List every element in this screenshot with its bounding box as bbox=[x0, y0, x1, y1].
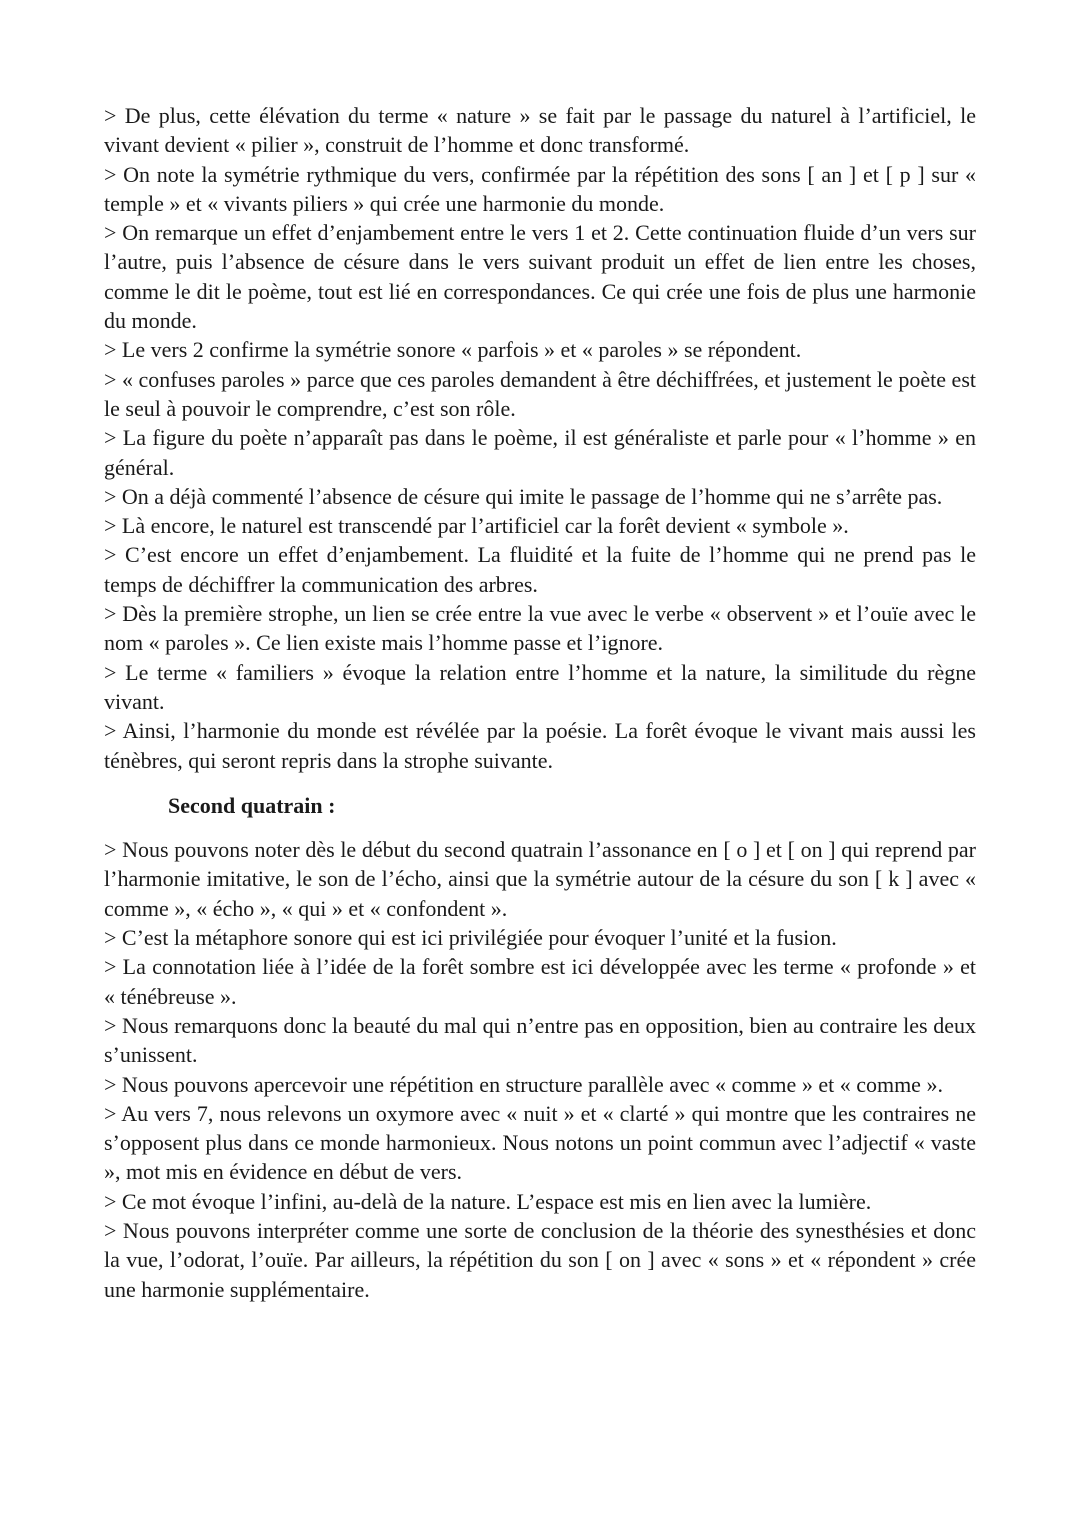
paragraph: > On remarque un effet d’enjambement entre le vers 1 et 2. Cette continuation fluide d’un vers sur l’autre, puis l’absence de césure dans le vers suivant produit un effet de lien entre les choses, comme le dit le poème, tout est lié en correspondances. Ce qui crée une fois de plus une harmonie du monde. bbox=[104, 220, 976, 334]
section-second-quatrain bbox=[104, 835, 976, 1304]
paragraph: > La figure du poète n’apparaît pas dans le poème, il est généraliste et parle pour « l’homme » en général. bbox=[104, 425, 976, 480]
paragraph: > De plus, cette élévation du terme « nature » se fait par le passage du naturel à l’artificiel, le vivant devient « pilier », construit de l’homme et donc transformé. bbox=[104, 103, 976, 158]
paragraph: > La connotation liée à l’idée de la forêt sombre est ici développée avec les terme « profonde » et « ténébreuse ». bbox=[104, 954, 976, 1009]
paragraph: > Au vers 7, nous relevons un oxymore avec « nuit » et « clarté » qui montre que les contraires ne s’opposent plus dans ce monde harmonieux. Nous notons un point commun avec l’adjectif « vaste », mot mis en évidence en début de vers. bbox=[104, 1100, 976, 1185]
paragraph: > « confuses paroles » parce que ces paroles demandent à être déchiffrées, et justement le poète est le seul à pouvoir le comprendre, c’est son rôle. bbox=[104, 366, 976, 421]
paragraph: > Le terme « familiers » évoque la relation entre l’homme et la nature, la similitude du règne vivant. bbox=[104, 659, 976, 714]
paragraph: > Nous pouvons noter dès le début du second quatrain l’assonance en [ o ] et [ on ] qui reprend par l’harmonie imitative, le son de l’écho, ainsi que la symétrie autour de la césure du son [ k ] avec « comme », « écho », « qui » et « confondent ». bbox=[104, 837, 976, 921]
section-heading: Second quatrain : bbox=[168, 792, 336, 818]
paragraph: > Là encore, le naturel est transcendé par l’artificiel car la forêt devient « symbole ». bbox=[104, 513, 849, 539]
paragraph: > C’est encore un effet d’enjambement. La fluidité et la fuite de l’homme qui ne prend pas le temps de déchiffrer la communication des arbres. bbox=[104, 542, 976, 597]
paragraph: > Dès la première strophe, un lien se crée entre la vue avec le verbe « observent » et l’ouïe avec le nom « paroles ». Ce lien existe mais l’homme passe et l’ignore. bbox=[104, 601, 976, 656]
section-first-quatrain bbox=[104, 101, 976, 775]
paragraph: > On a déjà commenté l’absence de césure qui imite le passage de l’homme qui ne s’arrête pas. bbox=[104, 483, 943, 509]
paragraph: > Le vers 2 confirme la symétrie sonore « parfois » et « paroles » se répondent. bbox=[104, 337, 802, 363]
paragraph: > Ainsi, l’harmonie du monde est révélée par la poésie. La forêt évoque le vivant mais aussi les ténèbres, qui seront repris dans la strophe suivante. bbox=[104, 718, 976, 773]
paragraph: > On note la symétrie rythmique du vers, confirmée par la répétition des sons [ an ] et [ p ] sur « temple » et « vivants piliers » qui crée une harmonie du monde. bbox=[104, 161, 976, 216]
paragraph: > Nous pouvons apercevoir une répétition en structure parallèle avec « comme » et « comme ». bbox=[104, 1071, 943, 1097]
document-page bbox=[104, 101, 976, 1304]
paragraph: > C’est la métaphore sonore qui est ici privilégiée pour évoquer l’unité et la fusion. bbox=[104, 925, 837, 951]
paragraph: > Nous remarquons donc la beauté du mal qui n’entre pas en opposition, bien au contraire les deux s’unissent. bbox=[104, 1012, 976, 1068]
paragraph: > Nous pouvons interpréter comme une sorte de conclusion de la théorie des synesthésies et donc la vue, l’odorat, l’ouïe. Par ailleurs, la répétition du son [ on ] avec « sons » et « répondent » crée une harmonie supplémentaire. bbox=[104, 1217, 976, 1302]
paragraph: > Ce mot évoque l’infini, au-delà de la nature. L’espace est mis en lien avec la lumière. bbox=[104, 1188, 872, 1214]
